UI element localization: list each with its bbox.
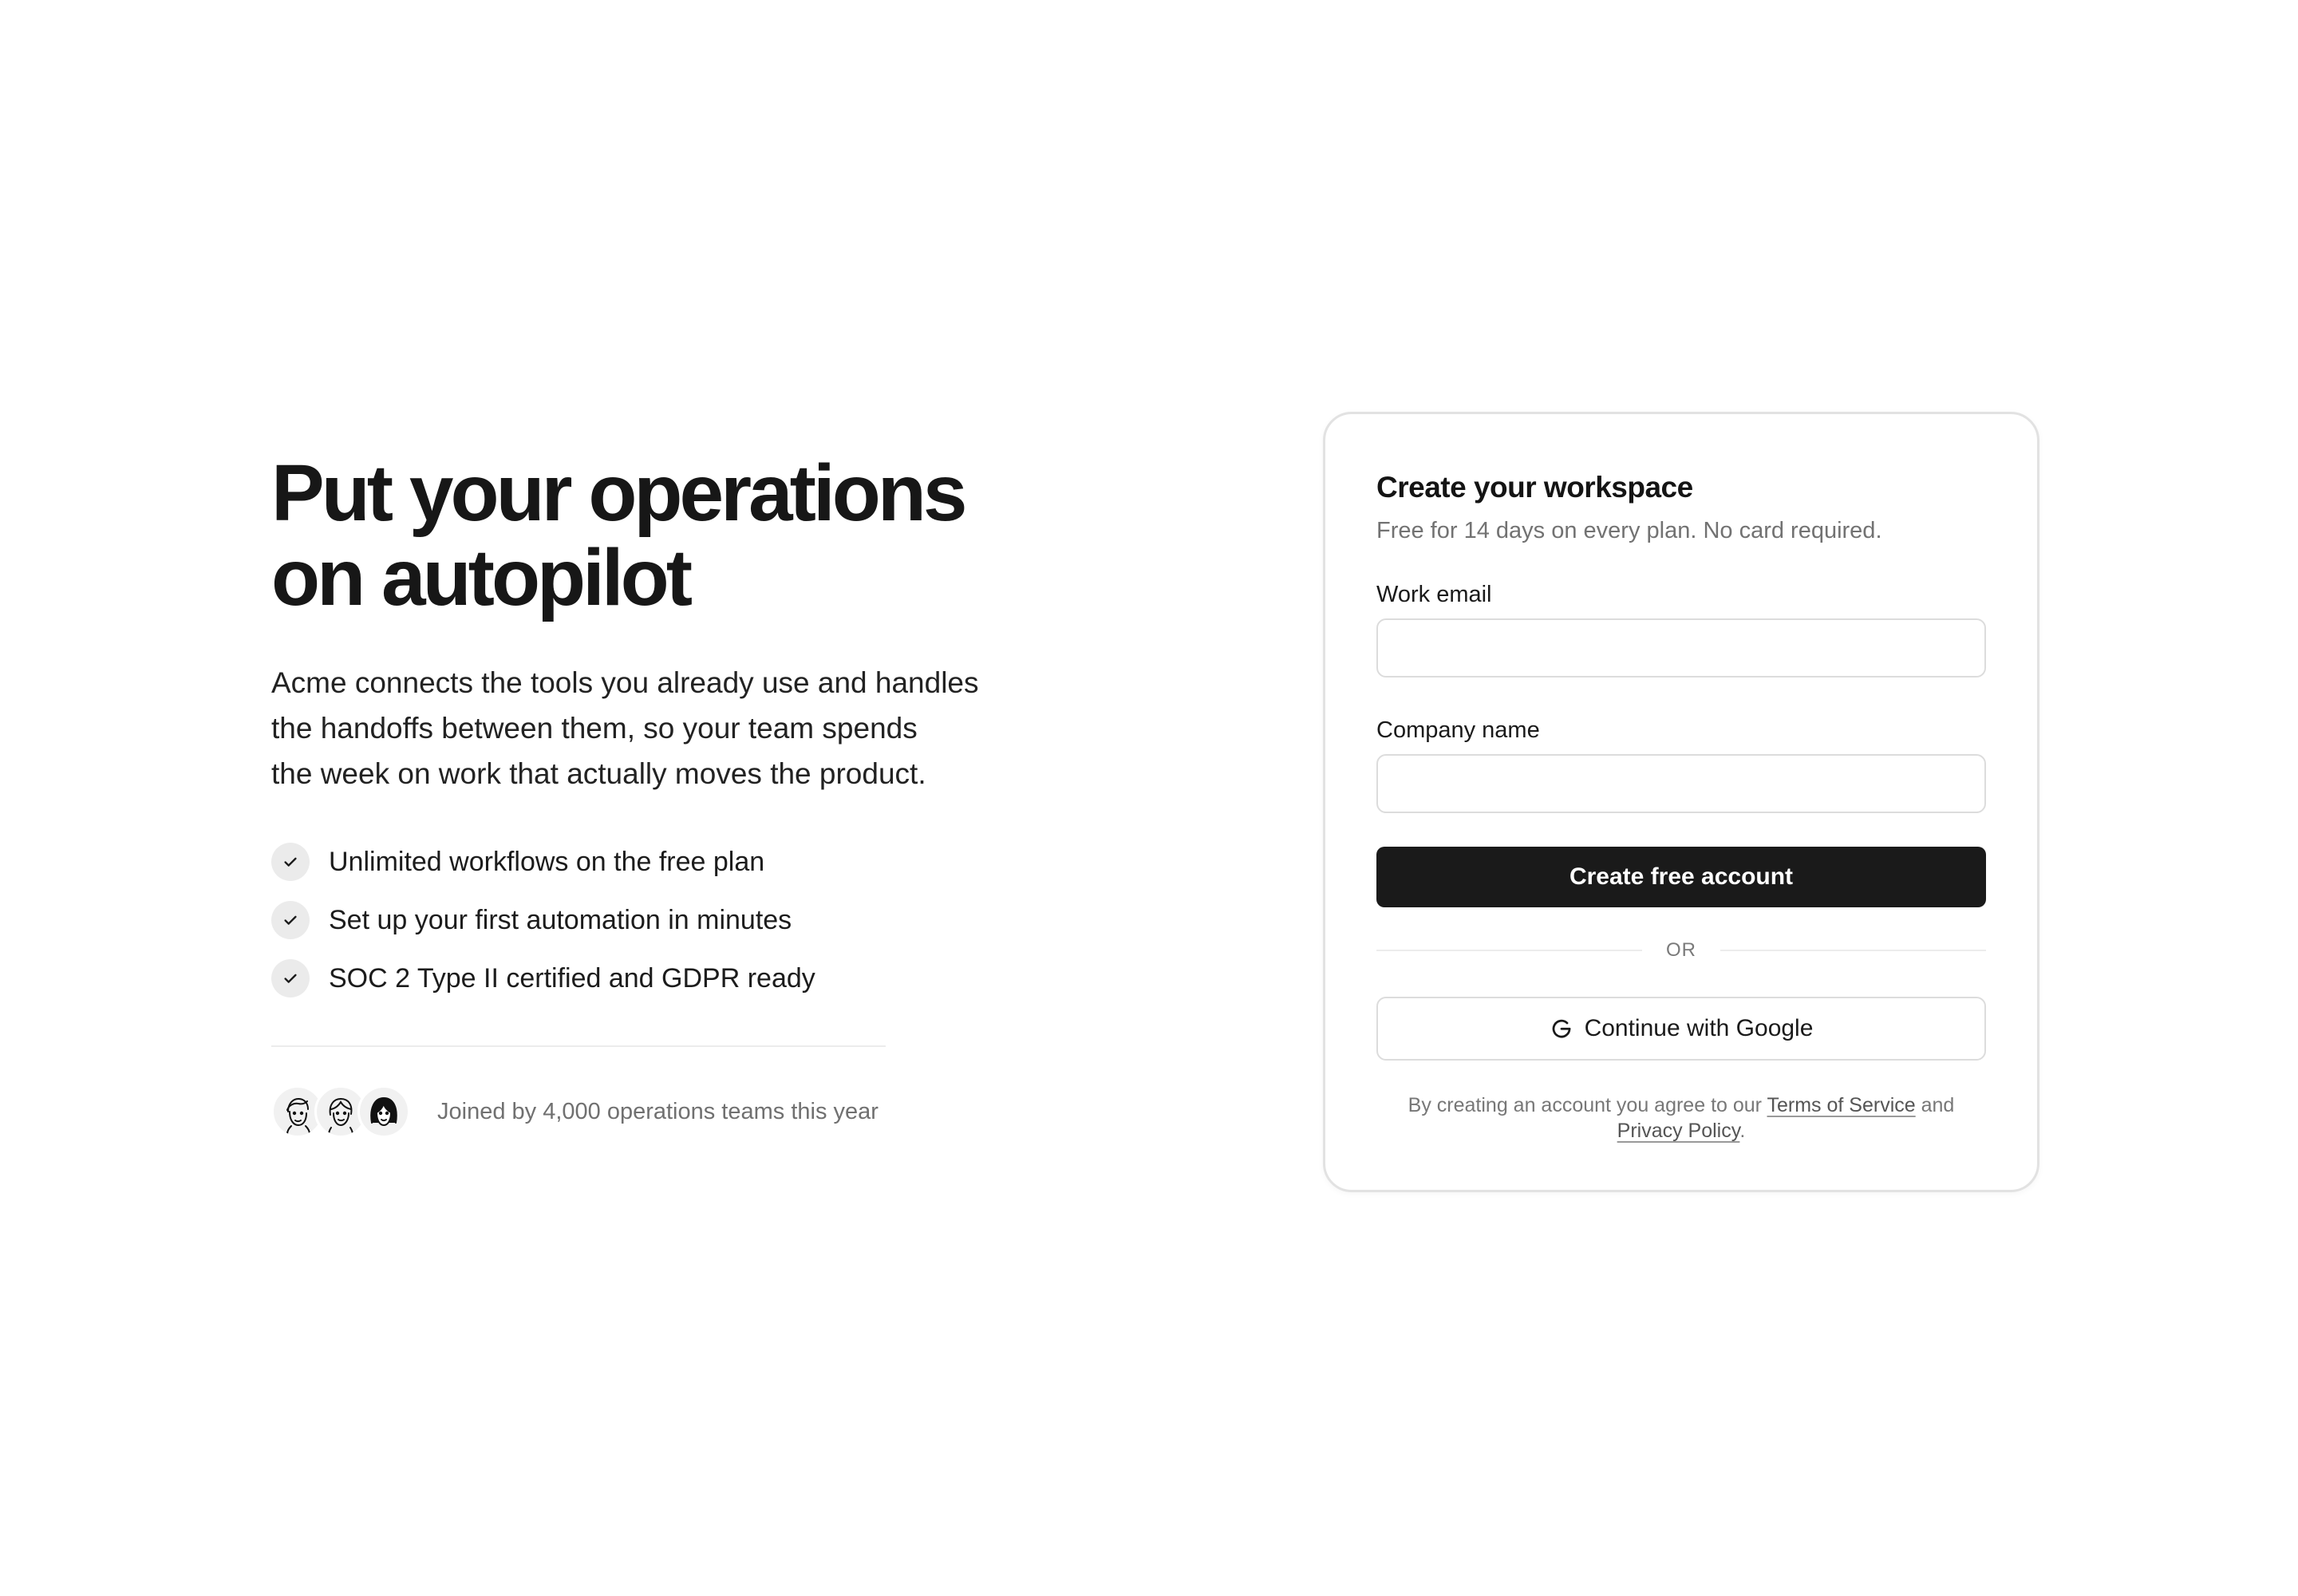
legal-suffix: . (1739, 1120, 1746, 1142)
hero-section (271, 448, 1053, 1138)
feature-item (271, 901, 1053, 939)
card-title: Create your workspace (1376, 471, 1693, 504)
company-label: Company name (1376, 717, 1540, 743)
divider-line (1720, 950, 1986, 951)
or-divider (1376, 936, 1986, 965)
signup-card (1323, 412, 2039, 1192)
card-subtitle: Free for 14 days on every plan. No card required. (1376, 518, 1882, 543)
legal-middle: and (1915, 1094, 1955, 1116)
work-email-input[interactable] (1376, 618, 1986, 678)
social-proof-text: Joined by 4,000 operations teams this year (437, 1098, 879, 1124)
feature-label: SOC 2 Type II certified and GDPR ready (329, 962, 815, 994)
hero-description-line: the handoffs between them, so your team spends (271, 712, 918, 745)
hero-title (271, 448, 1053, 622)
feature-list (271, 843, 1053, 998)
hero-title-line: on autopilot (271, 533, 690, 622)
email-label: Work email (1376, 582, 1492, 607)
google-g-icon (1550, 1017, 1573, 1041)
hero-description-line: Acme connects the tools you already use and handles (271, 666, 979, 699)
privacy-policy-link[interactable]: Privacy Policy (1617, 1120, 1740, 1142)
check-icon (271, 901, 310, 939)
feature-item (271, 843, 1053, 881)
social-proof (271, 1085, 1053, 1138)
hero-description (271, 660, 1053, 796)
avatar (357, 1085, 410, 1138)
continue-with-google-button[interactable] (1376, 997, 1986, 1061)
feature-label: Set up your first automation in minutes (329, 904, 792, 935)
hero-title-line: Put your operations (271, 448, 965, 538)
hero-description-line: the week on work that actually moves the product. (271, 757, 926, 790)
company-name-input[interactable] (1376, 754, 1986, 813)
or-text: OR (1666, 939, 1696, 961)
check-icon (271, 959, 310, 998)
legal-prefix: By creating an account you agree to our (1408, 1094, 1767, 1116)
legal-notice (1376, 1092, 1986, 1144)
create-account-button[interactable]: Create free account (1376, 847, 1986, 907)
terms-of-service-link[interactable]: Terms of Service (1767, 1094, 1916, 1116)
google-button-label: Continue with Google (1584, 1015, 1814, 1041)
check-icon (271, 843, 310, 881)
feature-label: Unlimited workflows on the free plan (329, 846, 765, 877)
section-divider (271, 1045, 886, 1047)
divider-line (1376, 950, 1642, 951)
avatar-group (271, 1085, 401, 1138)
feature-item (271, 959, 1053, 998)
